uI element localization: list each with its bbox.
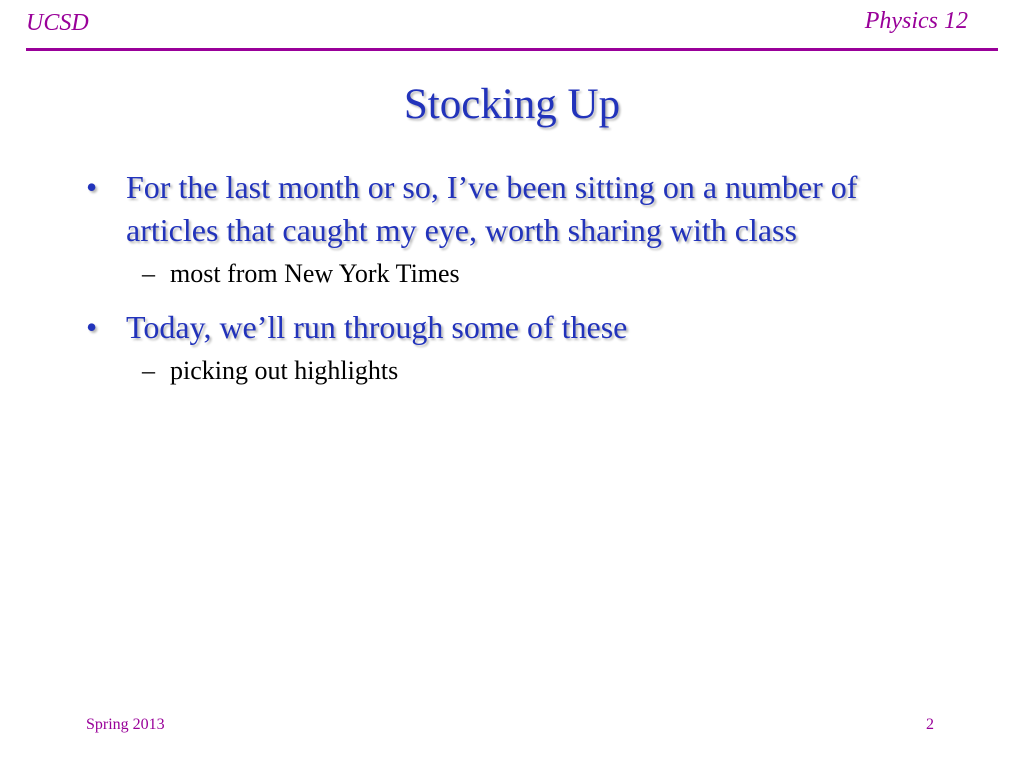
bullet-item — [86, 166, 946, 252]
bullet-text: For the last month or so, I’ve been sitting on a number of articles that caught my eye, worth sharing with class — [126, 169, 858, 248]
bullet-icon: • — [86, 309, 98, 345]
header-divider — [26, 48, 998, 51]
sub-bullet-item — [86, 256, 946, 292]
dash-icon: – — [142, 356, 155, 385]
slide-body — [86, 166, 946, 389]
sub-bullet-text: picking out highlights — [170, 356, 399, 385]
bullet-icon: • — [86, 169, 98, 205]
header-course: Physics 12 — [864, 8, 968, 34]
bullet-text: Today, we’ll run through some of these — [126, 309, 628, 345]
page-number: 2 — [926, 716, 934, 733]
slide-title: Stocking Up — [403, 81, 621, 128]
bullet-item — [86, 306, 946, 349]
sub-bullet-item — [86, 353, 946, 389]
footer-date: Spring 2013 — [86, 716, 165, 733]
dash-icon: – — [142, 259, 155, 288]
sub-bullet-text: most from New York Times — [170, 259, 460, 288]
header-org: UCSD — [26, 10, 89, 36]
